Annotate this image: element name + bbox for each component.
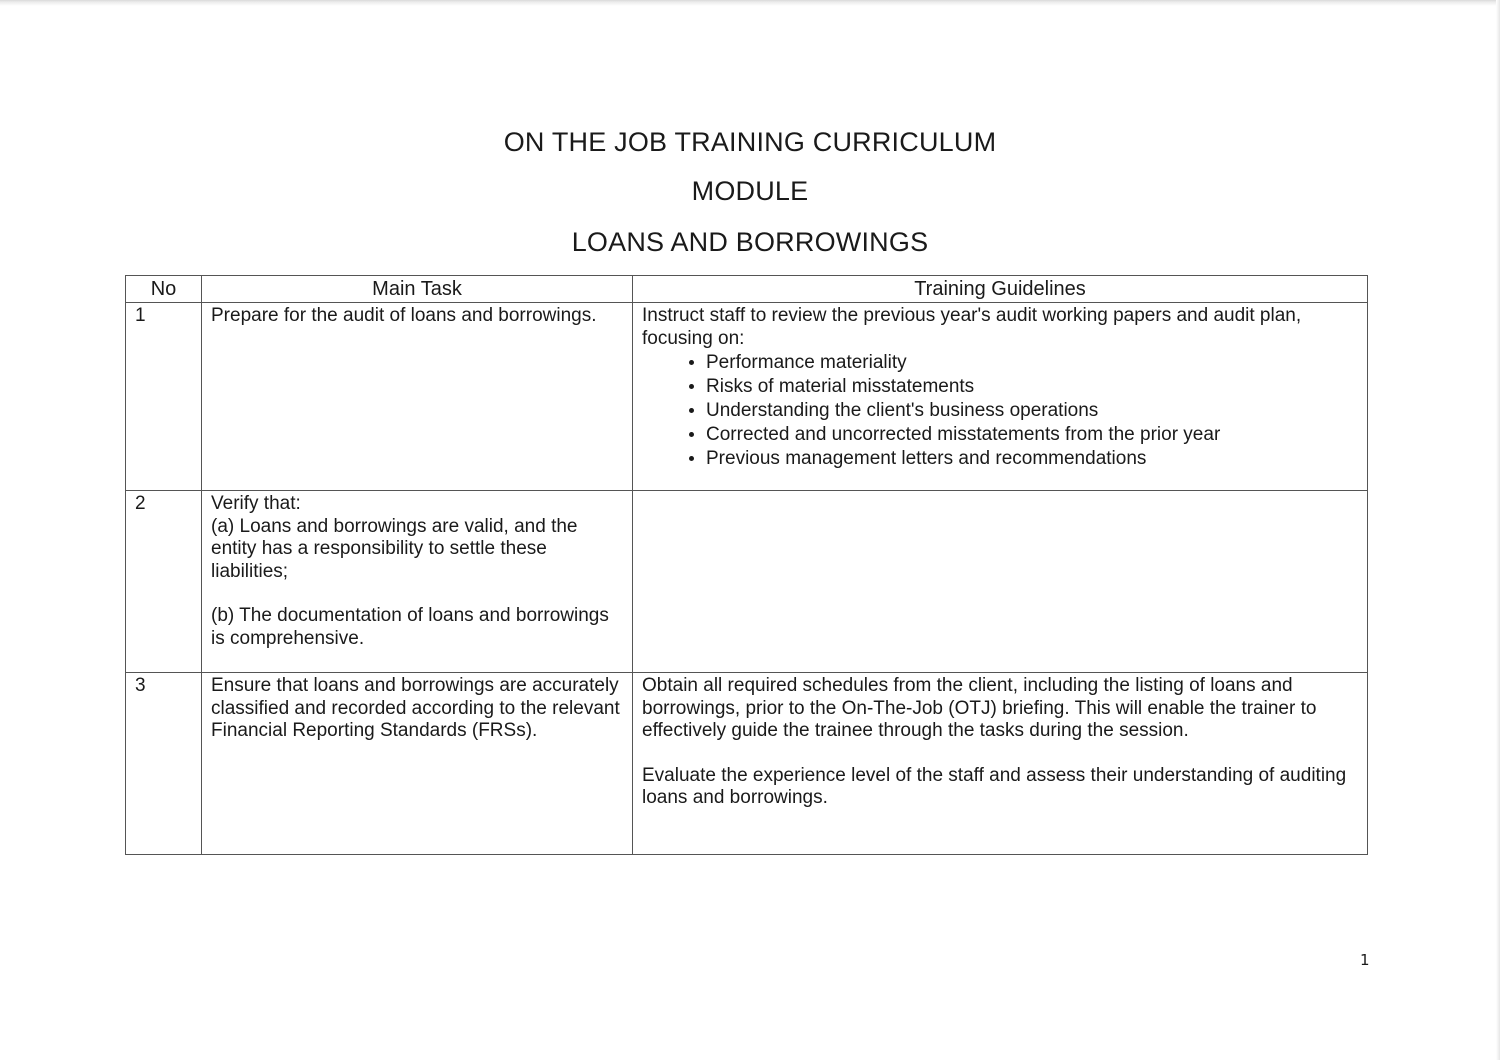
- column-header-main-task: Main Task: [202, 276, 633, 303]
- row-number: 1: [126, 303, 202, 491]
- list-item: • Corrected and uncorrected misstatements from the prior year: [706, 424, 1358, 447]
- training-guidelines-cell: [633, 673, 1368, 855]
- list-item: • Understanding the client's business operations: [706, 400, 1358, 423]
- document-title: ON THE JOB TRAINING CURRICULUM: [503, 127, 997, 157]
- main-task-cell: Ensure that loans and borrowings are accurately classified and recorded according to the relevant Financial Reporting Standards (FRSs).: [202, 673, 633, 855]
- main-task-item-b: (b) The documentation of loans and borrowings is comprehensive.: [211, 605, 609, 649]
- guidelines-bullet-list: [642, 352, 1358, 471]
- training-guidelines-cell: [633, 491, 1368, 673]
- row-number: 3: [126, 673, 202, 855]
- list-item: • Previous management letters and recommendations: [706, 448, 1358, 471]
- scan-edge-top: [0, 0, 1500, 6]
- main-task-cell: [202, 491, 633, 673]
- guidelines-intro: Instruct staff to review the previous year's audit working papers and audit plan, focusing on:: [642, 305, 1302, 349]
- column-header-training-guidelines: Training Guidelines: [633, 276, 1368, 303]
- table-header-row: [126, 276, 1368, 303]
- list-item: • Performance materiality: [706, 352, 1358, 375]
- table-row: [126, 303, 1368, 491]
- row-number: 2: [126, 491, 202, 673]
- main-task-item-a: (a) Loans and borrowings are valid, and the entity has a responsibility to settle these liabilities;: [211, 515, 578, 582]
- guidelines-paragraph-1: Obtain all required schedules from the client, including the listing of loans and borrowings, prior to the On-The-Job (OTJ) briefing. This will enable the trainer to effectively guide the trainee through the tasks during the session.: [642, 675, 1317, 741]
- table-row: [126, 491, 1368, 673]
- document-subtitle-module: MODULE: [691, 176, 809, 206]
- list-item: • Risks of material misstatements: [706, 376, 1358, 399]
- page-number: 1: [1360, 951, 1370, 969]
- main-task-intro: Verify that:: [211, 493, 301, 514]
- main-task-cell: Prepare for the audit of loans and borrowings.: [202, 303, 633, 491]
- training-guidelines-cell: [633, 303, 1368, 491]
- table-row: [126, 673, 1368, 855]
- curriculum-table: [125, 275, 1368, 855]
- scan-edge-right: [1496, 0, 1500, 1060]
- module-title: LOANS AND BORROWINGS: [571, 227, 929, 257]
- guidelines-paragraph-2: Evaluate the experience level of the staff and assess their understanding of auditing loans and borrowings.: [642, 764, 1347, 808]
- column-header-no: No: [126, 276, 202, 303]
